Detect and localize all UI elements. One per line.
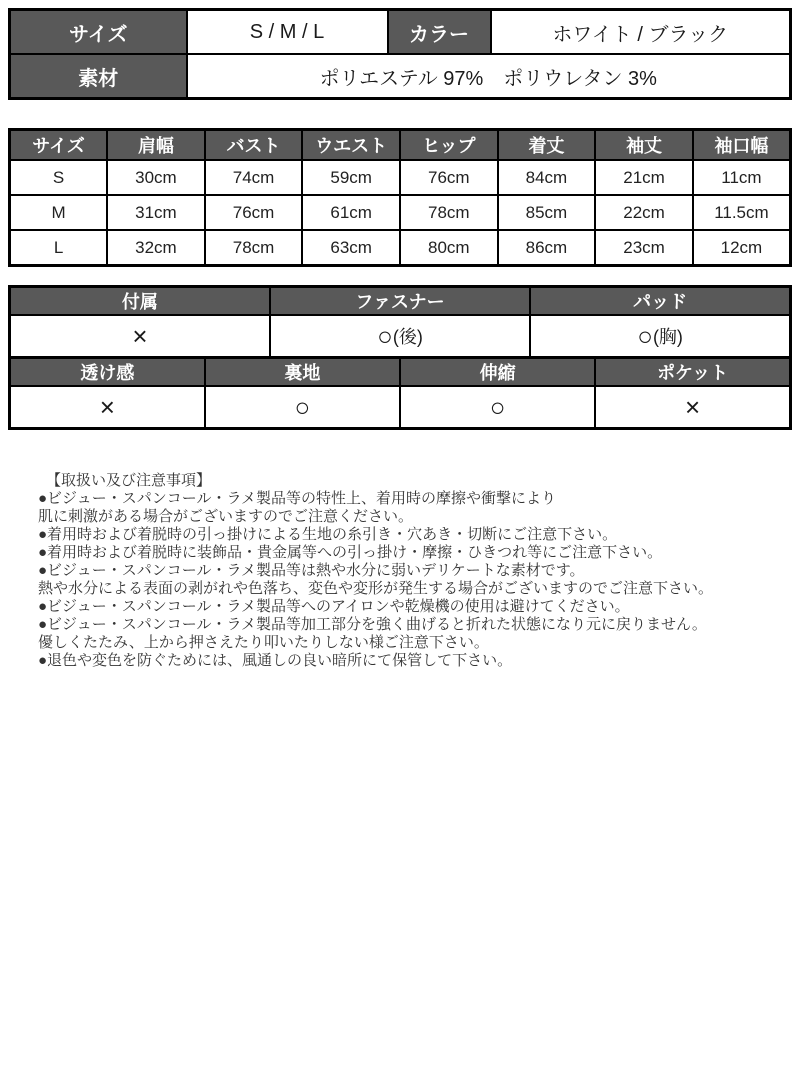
features-table-b bbox=[8, 356, 792, 430]
size-chart-header-cell: 袖口幅 bbox=[693, 130, 791, 161]
size-chart-cell: S bbox=[10, 160, 108, 195]
features-a-cell bbox=[270, 315, 530, 358]
size-chart-header-cell: 着丈 bbox=[498, 130, 596, 161]
features-b-cell bbox=[595, 386, 790, 429]
color-value: ホワイト / ブラック bbox=[491, 10, 791, 55]
features-b-header-cell: 裏地 bbox=[205, 358, 400, 387]
features-a-cell bbox=[530, 315, 790, 358]
cross-symbol: × bbox=[132, 321, 148, 351]
size-chart-header-cell: バスト bbox=[205, 130, 303, 161]
size-chart-cell: 22cm bbox=[595, 195, 693, 230]
care-note-line: ●退色や変色を防ぐためには、風通しの良い暗所にて保管して下さい。 bbox=[38, 652, 513, 669]
size-chart-header-cell: ヒップ bbox=[400, 130, 498, 161]
features-b-header-cell: 伸縮 bbox=[400, 358, 595, 387]
features-b-cell bbox=[205, 386, 400, 429]
circle-symbol: ○ bbox=[489, 392, 506, 422]
features-a-header-cell: パッド bbox=[530, 287, 790, 316]
size-chart-cell: 76cm bbox=[205, 195, 303, 230]
material-label: 素材 bbox=[10, 54, 187, 99]
size-chart-cell: 31cm bbox=[107, 195, 205, 230]
size-chart-cell: 11cm bbox=[693, 160, 791, 195]
size-chart-cell: 74cm bbox=[205, 160, 303, 195]
size-chart-cell: 76cm bbox=[400, 160, 498, 195]
spec-table bbox=[8, 8, 792, 100]
features-a-header-cell: ファスナー bbox=[270, 287, 530, 316]
size-chart-cell: 32cm bbox=[107, 230, 205, 266]
features-a-value-row bbox=[10, 315, 791, 358]
features-a-cell bbox=[10, 315, 270, 358]
circle-symbol: ○ bbox=[377, 321, 393, 351]
size-chart-cell: 78cm bbox=[400, 195, 498, 230]
size-chart-cell: 78cm bbox=[205, 230, 303, 266]
features-b-header-cell: ポケット bbox=[595, 358, 790, 387]
size-chart-cell: 12cm bbox=[693, 230, 791, 266]
care-note-line: ●ビジュー・スパンコール・ラメ製品等の特性上、着用時の摩擦や衝撃により bbox=[38, 490, 557, 507]
size-chart-cell: 80cm bbox=[400, 230, 498, 266]
size-chart-header-row bbox=[10, 130, 791, 161]
size-chart-cell: 59cm bbox=[302, 160, 400, 195]
features-a-header-row bbox=[10, 287, 791, 316]
features-b-value-row bbox=[10, 386, 791, 429]
care-note-line: 熱や水分による表面の剥がれや色落ち、変色や変形が発生する場合がございますのでご注意下さい。 bbox=[38, 580, 714, 597]
features-b-cell bbox=[400, 386, 595, 429]
care-note-line: ●ビジュー・スパンコール・ラメ製品等加工部分を強く曲げると折れた状態になり元に戻りません。 bbox=[38, 616, 707, 633]
size-chart-cell: 23cm bbox=[595, 230, 693, 266]
circle-symbol: ○ bbox=[637, 321, 653, 351]
features-b-header-cell: 透け感 bbox=[10, 358, 205, 387]
size-chart-row-s bbox=[10, 160, 791, 195]
features-a-header-cell: 付属 bbox=[10, 287, 270, 316]
cross-symbol: × bbox=[685, 392, 701, 422]
size-chart-cell: 84cm bbox=[498, 160, 596, 195]
symbol-note: (後) bbox=[392, 327, 423, 347]
size-chart-cell: 86cm bbox=[498, 230, 596, 266]
size-chart-cell: M bbox=[10, 195, 108, 230]
color-label: カラー bbox=[388, 10, 491, 55]
symbol-note: (胸) bbox=[652, 327, 683, 347]
care-note-line: ●着用時および着脱時の引っ掛けによる生地の糸引き・穴あき・切断にご注意下さい。 bbox=[38, 526, 618, 543]
care-note-line: ●ビジュー・スパンコール・ラメ製品等は熱や水分に弱いデリケートな素材です。 bbox=[38, 562, 585, 579]
size-chart-cell: 21cm bbox=[595, 160, 693, 195]
size-chart-header-cell: ウエスト bbox=[302, 130, 400, 161]
features-b-header-row bbox=[10, 358, 791, 387]
care-note-line: ●着用時および着脱時に装飾品・貴金属等への引っ掛け・摩擦・ひきつれ等にご注意下さい。 bbox=[38, 544, 663, 561]
features-b-cell bbox=[10, 386, 205, 429]
size-chart-cell: 30cm bbox=[107, 160, 205, 195]
care-notes-title: 【取扱い及び注意事項】 bbox=[46, 472, 212, 489]
spec-row-size-color bbox=[10, 10, 791, 55]
material-value: ポリエステル 97% ポリウレタン 3% bbox=[187, 54, 791, 99]
cross-symbol: × bbox=[99, 392, 115, 422]
size-chart-cell: 11.5cm bbox=[693, 195, 791, 230]
size-chart-row-m bbox=[10, 195, 791, 230]
circle-symbol: ○ bbox=[294, 392, 311, 422]
size-chart-header-cell: サイズ bbox=[10, 130, 108, 161]
size-chart-table bbox=[8, 128, 792, 267]
size-value: S / M / L bbox=[187, 10, 388, 55]
size-chart-header-cell: 肩幅 bbox=[107, 130, 205, 161]
size-chart-cell: L bbox=[10, 230, 108, 266]
size-chart-cell: 61cm bbox=[302, 195, 400, 230]
care-notes bbox=[8, 472, 792, 670]
care-note-line: 肌に刺激がある場合がございますのでご注意ください。 bbox=[38, 508, 414, 525]
size-label: サイズ bbox=[10, 10, 187, 55]
care-note-line: ●ビジュー・スパンコール・ラメ製品等へのアイロンや乾燥機の使用は避けてください。 bbox=[38, 598, 630, 615]
features-table-a bbox=[8, 285, 792, 359]
size-chart-row-l bbox=[10, 230, 791, 266]
spec-row-material bbox=[10, 54, 791, 99]
care-note-line: 優しくたたみ、上から押さえたり叩いたりしない様ご注意下さい。 bbox=[38, 634, 489, 651]
size-chart-header-cell: 袖丈 bbox=[595, 130, 693, 161]
size-chart-cell: 85cm bbox=[498, 195, 596, 230]
size-chart-cell: 63cm bbox=[302, 230, 400, 266]
